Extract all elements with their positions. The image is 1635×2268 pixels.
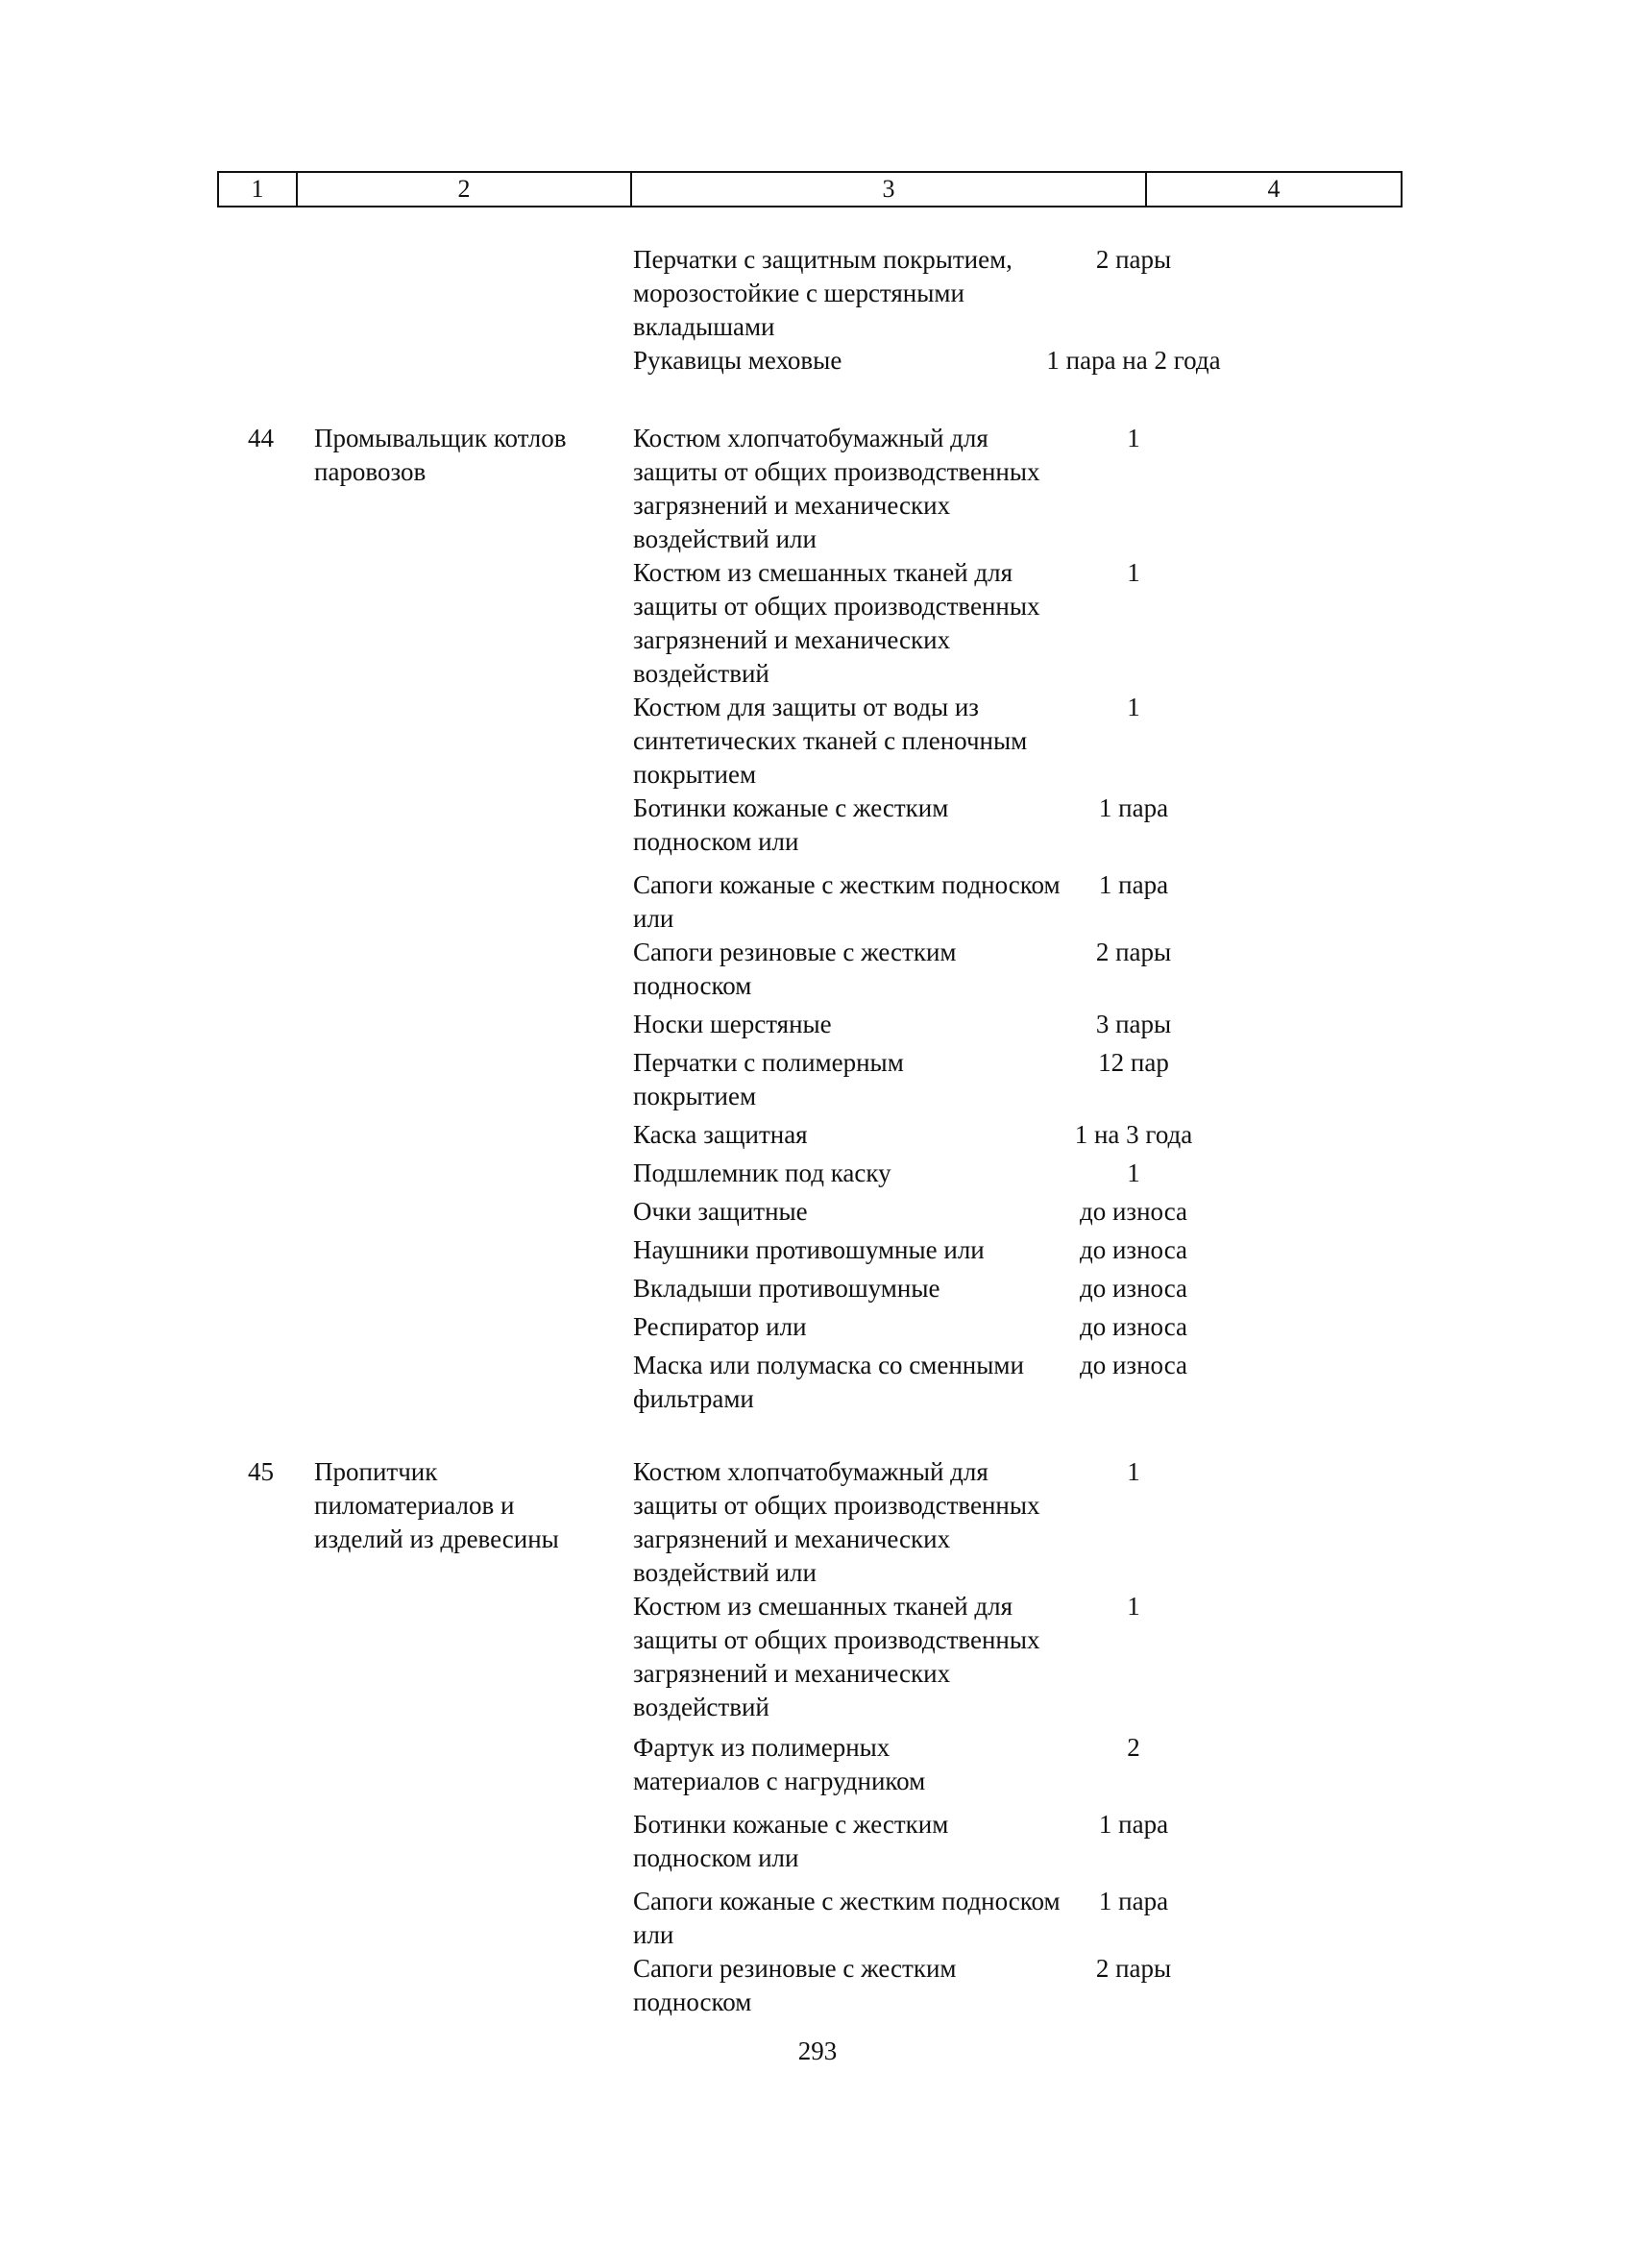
item-name-line: Подшлемник под каску [633,1158,891,1187]
item-name-line: покрытием [633,1082,757,1110]
item-name-line: Сапоги кожаные с жестким подноском [633,1887,1061,1915]
item-name-line: защиты от общих производственных [633,457,1040,486]
item-name-line: воздействий [633,1693,769,1721]
item-name-line: фильтрами [633,1384,754,1413]
item-name-line: Костюм хлопчатобумажный для [633,424,988,452]
profession-line: паровозов [314,457,427,486]
item-name-line: воздействий или [633,1558,817,1587]
item-name-line: загрязнений и механических [633,491,951,520]
item-name-line: Костюм хлопчатобумажный для [633,1457,988,1486]
item-norm: до износа [1079,1312,1188,1341]
item-norm: 1 пара [1098,793,1169,822]
item-name-line: воздействий [633,659,769,688]
item-norm: до износа [1079,1235,1188,1264]
item-name-line: Костюм для защиты от воды из [633,693,979,721]
item-norm: 2 пары [1095,1954,1172,1983]
item-name-line: синтетических тканей с пленочным [633,726,1028,755]
item-norm: 1 [1127,693,1140,721]
header-col-4: 4 [1267,175,1281,203]
item-norm: 2 [1127,1733,1140,1762]
item-name-line: Костюм из смешанных тканей для [633,558,1013,587]
item-name-line: материалов с нагрудником [633,1767,926,1795]
item-name-line: Фартук из полимерных [633,1733,891,1762]
item-name-line: Сапоги резиновые с жестким [633,938,957,966]
item-name-line: защиты от общих производственных [633,592,1040,621]
item-name-line: Сапоги резиновые с жестким [633,1954,957,1983]
item-name-line: подноском [633,1988,752,2016]
item-name-line: вкладышами [633,312,775,341]
profession-line: изделий из древесины [314,1524,559,1553]
item-name-line: Носки шерстяные [633,1010,832,1038]
item-name-line: загрязнений и механических [633,1659,951,1688]
item-norm: 2 пары [1095,938,1172,966]
item-norm: 1 пара [1098,1887,1169,1915]
item-norm: 1 на 3 года [1074,1120,1193,1149]
item-name-line: Очки защитные [633,1197,808,1226]
item-name-line: защиты от общих производственных [633,1625,1040,1654]
item-name-line: защиты от общих производственных [633,1491,1040,1520]
item-name-line: или [633,1920,674,1949]
item-name-line: Сапоги кожаные с жестким подноском [633,870,1061,899]
header-col-1: 1 [219,173,298,206]
item-norm: 1 пара [1098,870,1169,899]
profession-line: Промывальщик котлов [314,424,567,452]
item-name-line: Наушники противошумные или [633,1235,985,1264]
item-name-line: Перчатки с защитным покрытием, [633,245,1013,274]
item-norm: до износа [1079,1197,1188,1226]
item-name-line: Респиратор или [633,1312,807,1341]
item-norm: до износа [1079,1351,1188,1379]
item-norm: 1 [1127,1592,1140,1621]
header-col-2: 2 [298,173,632,206]
item-name-line: Рукавицы меховые [633,346,842,375]
item-name-line: Костюм из смешанных тканей для [633,1592,1013,1621]
page-number: 293 [797,2036,838,2065]
item-norm: до износа [1079,1274,1188,1303]
item-name-line: подноском или [633,827,799,856]
item-name-line: морозостойкие с шерстяными [633,279,964,307]
item-name-line: загрязнений и механических [633,625,951,654]
item-norm: 3 пары [1095,1010,1172,1038]
item-name-line: Ботинки кожаные с жестким [633,1810,949,1839]
item-name-line: подноском [633,971,752,1000]
profession-line: пиломатериалов и [314,1491,515,1520]
item-name-line: покрытием [633,760,757,789]
item-norm: 1 [1127,424,1140,452]
item-name-line: или [633,904,674,933]
item-name-line: Ботинки кожаные с жестким [633,793,949,822]
item-name-line: воздействий или [633,524,817,553]
item-name-line: Перчатки с полимерным [633,1048,904,1077]
item-name-line: Маска или полумаска со сменными [633,1351,1024,1379]
item-name-line: подноском или [633,1843,799,1872]
row-number: 44 [248,424,274,452]
table-header [217,171,1403,207]
item-name-line: Вкладыши противошумные [633,1274,940,1303]
item-norm: 1 пара на 2 года [1046,346,1221,375]
row-number: 45 [248,1457,274,1486]
item-norm: 2 пары [1095,245,1172,274]
item-norm: 1 [1127,1158,1140,1187]
item-norm: 1 пара [1098,1810,1169,1839]
item-norm: 1 [1127,1457,1140,1486]
item-name-line: загрязнений и механических [633,1524,951,1553]
item-norm: 1 [1127,558,1140,587]
header-col-3: 3 [632,173,1147,206]
item-norm: 12 пар [1098,1048,1169,1077]
item-name-line: Каска защитная [633,1120,808,1149]
profession-line: Пропитчик [314,1457,438,1486]
